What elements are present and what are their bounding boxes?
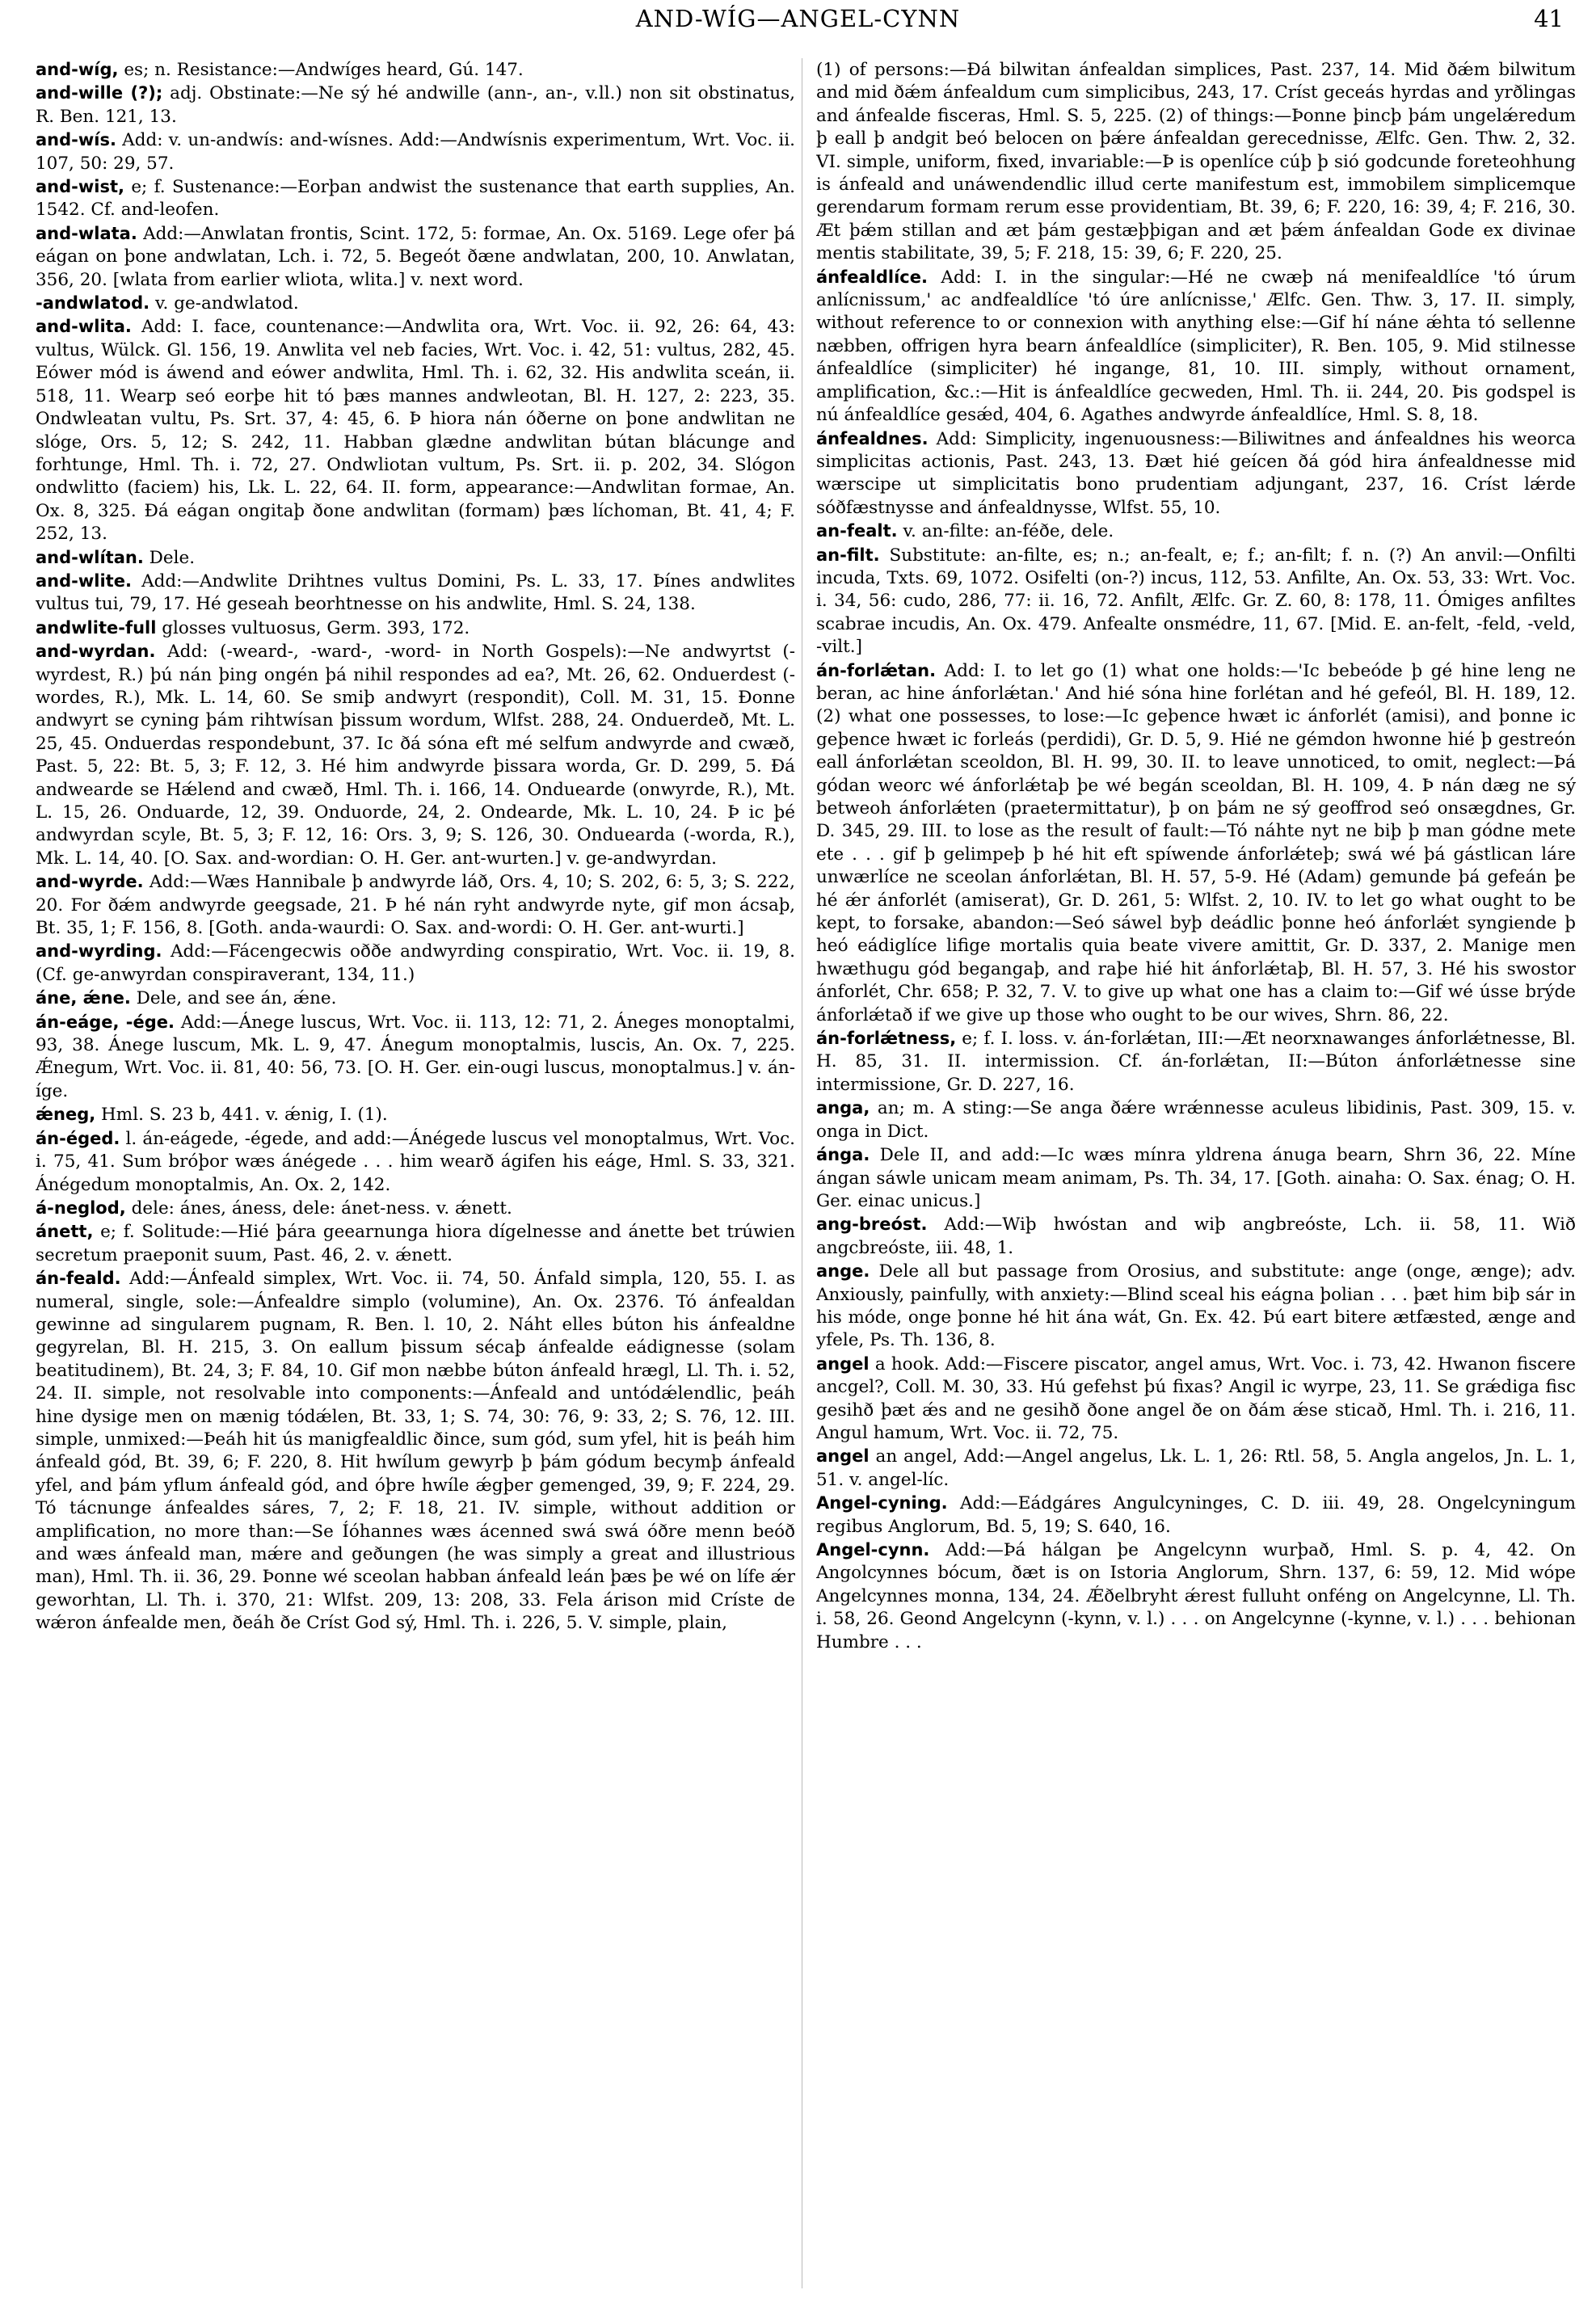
entry-definition: v. an-filte: an-féðe, dele.	[897, 521, 1114, 542]
entry-headword: and-wist,	[36, 177, 124, 197]
entry-headword: and-wille (?);	[36, 83, 163, 103]
dictionary-entry	[36, 640, 795, 870]
entry-definition: an; m. A sting:—Se anga ðǽre wrǽnnesse aculeus libidinis, Past. 309, 15. v. onga in Dict.	[816, 1098, 1576, 1142]
entry-headword: ánga.	[816, 1145, 870, 1165]
entry-definition: e; f. Sustenance:—Eorþan andwist the sustenance that earth supplies, An. 1542. Cf. and-leofen.	[36, 177, 795, 221]
entry-headword: -andwlatod.	[36, 293, 150, 314]
entry-headword: an-filt.	[816, 545, 880, 565]
entry-definition: an angel, Add:—Angel angelus, Lk. L. 1, 26: Rtl. 58, 5. Angla angelos, Jn. L. 1, 51. v. angel-líc.	[816, 1446, 1576, 1490]
dictionary-entry	[816, 427, 1576, 520]
entry-definition: Add:—Wæs Hannibale þ andwyrde láð, Ors. 4, 10; S. 202, 6: 5, 3; S. 222, 20. For ðǽm andwyrde geegsade, 21. Þ hé nán ryht andwyrde nyte, gif mon ácsaþ, Bt. 35, 1; F. 156, 8. [Goth. anda-waurdi: O. Sax. and-wordi: O. H. Ger. ant-wurti.]	[36, 872, 795, 939]
dictionary-entry	[36, 1011, 795, 1104]
entry-definition: Dele, and see án, ǽne.	[130, 988, 337, 1009]
entry-headword: angel	[816, 1446, 870, 1467]
dictionary-entry	[36, 175, 795, 222]
dictionary-entry	[36, 1220, 795, 1267]
running-head	[0, 5, 1596, 37]
entry-definition: Dele.	[143, 547, 196, 568]
entry-headword: ange.	[816, 1261, 870, 1282]
dictionary-entry	[816, 1353, 1576, 1446]
dictionary-entry	[36, 1267, 795, 1635]
dictionary-entry	[816, 544, 1576, 659]
entry-headword: á-neglod,	[36, 1198, 126, 1218]
entry-definition: l. án-eágede, -égede, and add:—Ánégede luscus vel monoptalmus, Wrt. Voc. i. 75, 41. Sum bróþor wæs ánégede . . . him wearð ágifen his eáge, Hml. S. 33, 321. Ánégedum monoptalmis, An. Ox. 2, 142.	[36, 1128, 795, 1195]
dictionary-entry	[36, 546, 795, 570]
dictionary-entry	[36, 292, 795, 315]
dictionary-entry	[36, 1127, 795, 1197]
entry-definition: v. ge-andwlatod.	[149, 293, 299, 314]
entry-headword: and-wlata.	[36, 223, 137, 243]
entry-headword: ǽneg,	[36, 1105, 96, 1125]
dictionary-entry	[36, 128, 795, 175]
page-number: 41	[1534, 5, 1564, 32]
entry-definition: Substitute: an-filte, es; n.; an-fealt, e; f.; an-filt; f. n. (?) An anvil:—Onfilti incuda, Txts. 69, 1072. Osifelti (on-?) incus, 112, 53. Anfilte, An. Ox. 53, 33: Wrt. Voc. i. 34, 56: cudo, 286, 77: ii. 16, 72. Anfilt, Ælfc. Gr. Z. 60, 8: 178, 11. Ómiges anfiltes scabrae incudis, An. Ox. 479. Anfealte onsmédre, 11, 67. [Mid. E. an-felt, -feld, -veld, -vilt.]	[816, 545, 1576, 658]
entry-headword: ánfealdlíce.	[816, 267, 928, 287]
entry-headword: ánfealdnes.	[816, 428, 929, 448]
entry-headword: and-wlite.	[36, 570, 132, 591]
dictionary-entry	[36, 1103, 795, 1126]
dictionary-entry	[36, 315, 795, 545]
dictionary-entry	[816, 1260, 1576, 1353]
dictionary-entry	[36, 940, 795, 987]
entry-definition: Add:—Eádgáres Angulcyninges, C. D. iii. 49, 28. Ongelcyningum regibus Anglorum, Bd. 5, 19; S. 640, 16.	[816, 1493, 1576, 1537]
entry-headword: and-wís.	[36, 130, 116, 150]
dictionary-entry	[816, 1097, 1576, 1143]
entry-definition: adj. Obstinate:—Ne sý hé andwille (ann-, an-, v.ll.) non sit obstinatus, R. Ben. 121, 13.	[36, 83, 795, 127]
entry-definition: Add:—Fácengecwis oððe andwyrding conspiratio, Wrt. Voc. ii. 19, 8. (Cf. ge-anwyrdan conspiraverant, 134, 11.)	[36, 941, 795, 985]
dictionary-entry	[816, 1445, 1576, 1492]
dictionary-entry	[36, 870, 795, 940]
dictionary-entry	[36, 570, 795, 617]
entry-definition: Dele II, and add:—Ic wæs mínra yldrena ánuga bearn, Shrn 36, 22. Míne ángan sáwle unicam meam animam, Ps. Th. 34, 17. [Goth. ainaha: O. Sax. énag; O. H. Ger. einac unicus.]	[816, 1145, 1576, 1211]
dictionary-entry	[36, 222, 795, 292]
dictionary-entry	[36, 82, 795, 128]
dictionary-entry	[36, 1197, 795, 1220]
dictionary-entry	[36, 617, 795, 640]
dictionary-entry	[816, 1539, 1576, 1654]
entry-definition: Add:—Wiþ hwóstan and wiþ angbreóste, Lch. ii. 58, 11. Wið angcbreóste, iii. 48, 1.	[816, 1214, 1576, 1258]
entry-definition: Add:—Ánege luscus, Wrt. Voc. ii. 113, 12: 71, 2. Áneges monoptalmi, 93, 38. Ánege luscum, Mk. L. 9, 47. Ánegum monoptalmis, luscis, An. Ox. 7, 225. Ǽnegum, Wrt. Voc. ii. 81, 40: 56, 73. [O. H. Ger. ein-ougi luscus, monoptalmus.] v. án-íge.	[36, 1012, 795, 1101]
page-title: AND-WÍG—ANGEL-CYNN	[635, 5, 961, 32]
entry-definition: Add: I. to let go (1) what one holds:—'Ic bebeóde þ gé hine leng ne beran, ac hine ánforlǽtan.' And hié sóna hine forlétan and hé gefeól, Bl. H. 189, 12. (2) what one possesses, to lose:—Ic geþence hwæt ic ánforlét (amisi), and þonne ic geþence hwæt ic forleás (perdidi), Gr. D. 5, 9. Hié ne gémdon hwonne hié þ gestreón eall ánforlǽtan sceoldon, Bl. H. 99, 30. II. to leave unnoticed, to omit, neglect:—Þá gódan weorc wé ánforlǽtaþ þe wé begán sceoldan, Bl. H. 109, 4. Þ nán dæg ne sý betweoh ánforlǽten (praetermittatur), þ on þám ne sý geoffrod seó onsægdnes, Gr. D. 345, 29. III. to lose as the result of fault:—Tó náhte nyt ne biþ þ man gódne mete ete . . . gif þ gelimpeþ þ hé hit eft spíwende ánforlǽteþ; swá wé þá gástlican láre unwærlíce ne sceolan ánforlǽtan, Bl. H. 57, 5-9. Hé (Adam) gemunde þá gefeán þe hé ǽr ánforlét (amiserat), Gr. D. 261, 5: Wlfst. 2, 10. IV. to let go what ought to be kept, to forsake, abandon:—Seó sáwel byþ deádlic þonne heó ánforlǽt syngiende þ heó eádiglíce lifige mortalis quia beate vivere amittit, Gr. D. 337, 2. Manige men hwæthugu gód begangaþ, and raþe hié hit ánforlǽtaþ, Bl. H. 57, 3. Hé his swostor ánforlét, Chr. 658; P. 32, 7. V. to give up what one has a claim to:—Gif wé ússe brýde ánforlǽtað if we give up those who ought to be our wives, Shrn. 86, 22.	[816, 660, 1576, 1025]
entry-headword: and-wíg,	[36, 60, 119, 79]
entry-definition: Add:—Þá hálgan þe Angelcynn wurþað, Hml. S. p. 4, 42. On Angolcynnes bócum, ðæt is on Istoria Anglorum, Shrn. 137, 6: 59, 12. Mid wópe Angelcynnes monna, 134, 24. Ǽðelbryht ǽrest fulluht onféng on Angelcynne, Ll. Th. i. 58, 26. Geond Angelcynn (-kynn, v. l.) . . . on Angelcynne (-kynne, v. l.) . . . behionan Humbre . . .	[816, 1540, 1576, 1652]
entry-definition: Add:—Anwlatan frontis, Scint. 172, 5: formae, An. Ox. 5169. Lege ofer þá eágan on þone andwlatan, Lch. i. 72, 5. Begeót ðæne andwlatan, 200, 10. Anwlatan, 356, 20. [wlata from earlier wliota, wlita.] v. next word.	[36, 223, 795, 290]
entry-definition: glosses vultuosus, Germ. 393, 172.	[156, 617, 470, 638]
entry-definition: (1) of persons:—Đá bilwitan ánfealdan simplices, Past. 237, 14. Mid ðǽm bilwitum and mid ðǽm ánfealdum cum simplicibus, 243, 17. Críst geceás hyrdas and yrðlingas and ánfealde fisceras, Hml. S. 5, 225. (2) of things:—Þonne þincþ þám ungelǽredum þ eall þ andgit beó belocen on þǽre ánfealdan gerecednisse, Ælfc. Gen. Thw. 2, 32. VI. simple, uniform, fixed, invariable:—Þ is openlíce cúþ þ sió godcunde foreteohhung is ánfeald and unáwendendlic illud certe manifestum est, immobilem simplicemque gerendarum formam rerum esse providentiam, Bt. 39, 6; F. 220, 16: 39, 4; F. 216, 30. Æt þǽm stillan and æt þám gestæþþigan and æt þǽm ánfealdan Gode ex divinae mentis stabilitate, 39, 5; F. 218, 15: 39, 6; F. 220, 25.	[816, 60, 1576, 264]
dictionary-entry	[816, 1143, 1576, 1213]
entry-headword: án-eáge, -ége.	[36, 1012, 175, 1032]
entry-headword: án-forlǽtness,	[816, 1029, 957, 1049]
entry-definition: Add:—Ánfeald simplex, Wrt. Voc. ii. 74, 50. Ánfald simpla, 120, 55. I. as numeral, single, sole:—Ánfealdre simplo (volumine), An. Ox. 2376. Tó ánfealdan gewinne ad singularem pugnam, R. Ben. l. 10, 2. Náht elles búton his ánfealdne gegyrelan, Bl. H. 215, 3. On eallum þissum sécaþ ánfealde eádignesse (solam beatitudinem), Bt. 24, 3; F. 84, 10. Gif mon næbbe búton ánfeald hrægl, Ll. Th. i. 52, 24. II. simple, not resolvable into components:—Ánfeald and untódǽlendlic, þeáh hine dysige men on mænig tódǽlen, Bt. 33, 1; S. 74, 30: 76, 9: 33, 2; S. 76, 12. III. simple, unmixed:—Þeáh hit ús manigfealdlic ðince, sum gód, sum yfel, hit is þeáh him ánfeald gód, Bt. 39, 6; F. 220, 8. Hit hwílum gewyrþ þ þám gódum becymþ ánfeald yfel, and þám yflum ánfeald gód, and óþre hwíle ǽgþer gemenged, 39, 9; F. 224, 29. Tó tácnunge ánfealdes sáres, 7, 2; F. 18, 21. IV. simple, without addition or amplification, no more than:—Se Íóhannes wæs ácenned swá swá óðre menn beóð and wæs ánfeald man, mǽre and geðungen (he was simply a great and illustrious man), Hml. Th. ii. 36, 29. Þonne wé sceolan habban ánfeald leán þæs þe wé on lífe ǽr geworhtan, Ll. Th. i. 370, 21: Wlfst. 209, 13: 208, 33. Fela árison mid Críste de wǽron ánfealde men, ðeáh ðe Críst God sý, Hml. Th. i. 226, 5. V. simple, plain,	[36, 1269, 795, 1634]
entry-definition: Add: I. in the singular:—Hé ne cwæþ ná menifealdlíce 'tó úrum anlícnissum,' ac andfealdlíce 'tó úre anlícnisse,' Ælfc. Gen. Thw. 3, 17. II. simply, without reference to or connexion with anything else:—Gif hí náne ǽhta tó sellenne næbben, offrigen hyra bearn ánfealdlíce (simpliciter), R. Ben. 105, 9. Mid stilnesse ánfealdlíce (simpliciter) hé ingange, 81, 10. III. simply, without ornament, amplification, &c.:—Hit is ánfealdlíce gecweden, Hml. Th. ii. 244, 20. Þis godspel is nú ánfealdlíce gesǽd, 404, 6. Agathes andwyrde ánfealdlíce, Hml. S. 8, 18.	[816, 267, 1576, 426]
dictionary-entry	[816, 659, 1576, 1028]
entry-headword: án-éged.	[36, 1128, 120, 1148]
dictionary-entry	[36, 58, 795, 82]
entry-definition: Add: (-weard-, -ward-, -word- in North Gospels):—Ne andwyrtst (-wyrdest, R.) þú nán þing ongén þá nihil respondes ad ea?, Mt. 26, 62. Onduerdest (-wordes, R.), Mk. L. 14, 60. Se smiþ andwyrt (respondit), Coll. M. 31, 15. Đonne andwyrt se cyning þám rihtwísan þissum wordum, Wlfst. 288, 24. Onduerdeð, Mt. L. 25, 45. Onduerdas respondebunt, 37. Ic ðá sóna eft mé selfum andwyrde and cwæð, Past. 5, 22: Bt. 5, 3; F. 12, 3. Hé him andwyrde þissara worda, Gr. D. 299, 5. Đá andwearde se Hǽlend and cwæð, Hml. Th. i. 166, 14. Onduearde (onwyrde, R.), Mt. L. 15, 26. Onduarde, 12, 39. Onduorde, 24, 2. Ondearde, Mk. L. 10, 24. Þ ic þé andwyrdan scyle, Bt. 5, 3; F. 12, 16: Ors. 3, 9; S. 126, 30. Onduearda (-worda, R.), Mk. L. 14, 40. [O. Sax. and-wordian: O. H. Ger. ant-wurten.] v. ge-andwyrdan.	[36, 642, 795, 869]
entry-definition: Add: v. un-andwís: and-wísnes. Add:—Andwísnis experimentum, Wrt. Voc. ii. 107, 50: 29, 57.	[36, 130, 795, 174]
entry-headword: and-wyrding.	[36, 941, 162, 962]
entry-headword: anga,	[816, 1098, 870, 1118]
entry-headword: áne, ǽne.	[36, 988, 131, 1008]
entry-headword: án-forlǽtan.	[816, 660, 937, 680]
entry-headword: ánett,	[36, 1222, 94, 1242]
entry-headword: Angel-cyning.	[816, 1493, 948, 1513]
dictionary-entry	[816, 520, 1576, 543]
entry-definition: e; f. I. loss. v. án-forlǽtan, III:—Æt neorxnawanges ánforlǽtnesse, Bl. H. 85, 31. II. intermission. Cf. án-forlǽtan, II:—Búton ánforlǽtnesse sine intermissione, Gr. D. 227, 16.	[816, 1029, 1576, 1095]
dictionary-entry	[816, 1213, 1576, 1260]
entry-headword: angel	[816, 1353, 870, 1374]
entry-headword: an-fealt.	[816, 521, 898, 541]
left-column	[36, 58, 795, 2296]
entry-headword: ang-breóst.	[816, 1214, 928, 1235]
entry-headword: án-feald.	[36, 1269, 121, 1289]
entry-definition: es; n. Resistance:—Andwíges heard, Gú. 147.	[118, 60, 524, 80]
dictionary-entry	[816, 58, 1576, 266]
entry-definition: Hml. S. 23 b, 441. v. ǽnig, I. (1).	[95, 1105, 388, 1126]
dictionary-entry	[36, 987, 795, 1010]
dictionary-entry	[816, 1492, 1576, 1539]
entry-definition: e; f. Solitude:—Hié þára geearnunga hiora dígelnesse and ánette bet trúwien secretum praeponit suum, Past. 46, 2. v. ǽnett.	[36, 1222, 795, 1265]
entry-headword: and-wyrdan.	[36, 642, 156, 662]
dictionary-entry	[816, 1027, 1576, 1097]
entry-headword: andwlite-full	[36, 617, 157, 638]
entry-definition: Add: I. face, countenance:—Andwlita ora, Wrt. Voc. ii. 92, 26: 64, 43: vultus, Wülck. Gl. 156, 19. Anwlita vel neb facies, Wrt. Voc. i. 42, 51: vultus, 282, 45. Eówer mód is áwend and eówer andwlita, Hml. Th. i. 62, 32. His andwlita sceán, ii. 518, 11. Wearp seó eorþe hit tó þæs mannes andwleotan, Bl. H. 127, 2: 223, 35. Ondwleatan vultu, Ps. Srt. 37, 4: 45, 6. Þ hiora nán óðerne on þone andwlitan ne slóge, Ors. 5, 12; S. 242, 11. Habban glædne andwlitan bútan blácunge and forhtunge, Hml. Th. i. 72, 27. Ondwliotan vultum, Ps. Srt. ii. p. 202, 34. Slógon ondwlitto (faciem) his, Lk. L. 22, 64. II. form, appearance:—Andwlitan formae, An. Ox. 8, 325. Đá eágan ongitaþ ðone andwlitan (formam) þæs líchoman, Bt. 41, 4; F. 252, 13.	[36, 317, 795, 545]
entry-definition: a hook. Add:—Fiscere piscator, angel amus, Wrt. Voc. i. 73, 42. Hwanon fiscere ancgel?, Coll. M. 30, 33. Hú gefehst þú fixas? Angil ic wyrpe, 23, 11. Se grǽdiga fisc gesihð þæt ǽs and ne gesihð ðone angel ðe on ðám ǽse sticað, Hml. Th. i. 216, 11. Angul hamum, Wrt. Voc. ii. 72, 75.	[816, 1353, 1576, 1443]
entry-definition: Add:—Andwlite Drihtnes vultus Domini, Ps. L. 33, 17. Þínes andwlites vultus tui, 79, 17. Hé geseah beorhtnesse on his andwlite, Hml. S. 24, 138.	[36, 570, 795, 615]
entry-headword: and-wyrde.	[36, 872, 144, 892]
entry-headword: Angel-cynn.	[816, 1540, 930, 1560]
entry-headword: and-wlítan.	[36, 547, 144, 567]
dictionary-entry	[816, 266, 1576, 427]
right-column	[816, 58, 1576, 2296]
entry-definition: Add: Simplicity, ingenuousness:—Biliwitnes and ánfealdnes his weorca simplicitas actionis, Past. 243, 13. Ðæt hié geícen ðá gód hira ánfealdnesse mid wærscipe ut simplicitatis bono prudentiam adjungant, 237, 16. Críst lǽrde sóðfæstnysse and ánfealdnysse, Wlfst. 55, 10.	[816, 428, 1576, 518]
entry-headword: and-wlita.	[36, 317, 132, 337]
entry-definition: dele: ánes, áness, dele: ánet-ness. v. ǽnett.	[125, 1198, 512, 1219]
entry-definition: Dele all but passage from Orosius, and substitute: ange (onge, ænge); adv. Anxiously, painfully, with anxiety:—Blind sceal his eágna þolian . . . þæt him biþ sár in his móde, onge þonne hé hit ána wát, Gn. Ex. 42. Þú eart bitere ætfæsted, ænge and yfele, Ps. Th. 136, 8.	[816, 1261, 1576, 1351]
